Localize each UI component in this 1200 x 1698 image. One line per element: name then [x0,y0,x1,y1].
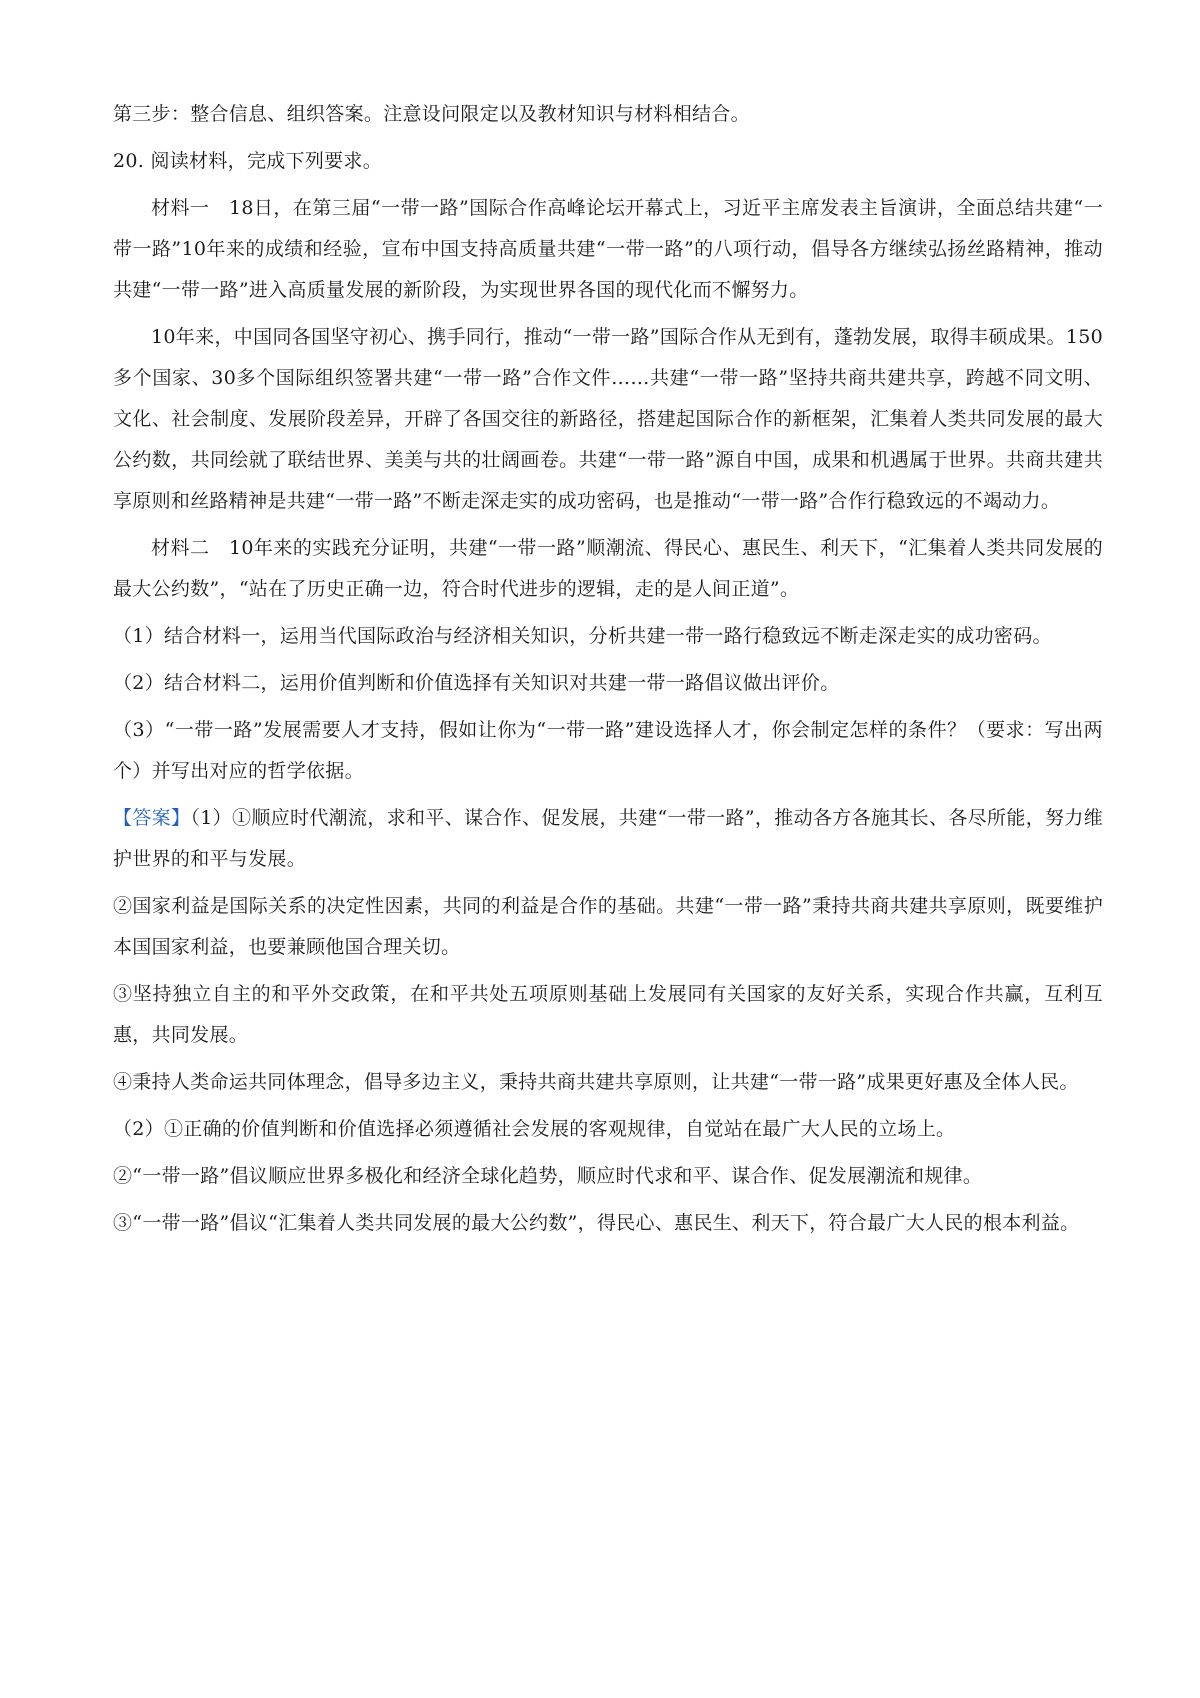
material-1-paragraph-1: 材料一 18日，在第三届“一带一路”国际合作高峰论坛开幕式上，习近平主席发表主旨演讲，全面总结共建“一带一路”10年来的成绩和经验，宣布中国支持高质量共建“一带一路”的八项行动，倡导各方继续弘扬丝路精神，推动共建“一带一路”进入高质量发展的新阶段，为实现世界各国的现代化而不懈努力。 [113,197,1103,301]
material-2-paragraph: 材料二 10年来的实践充分证明，共建“一带一路”顺潮流、得民心、惠民生、利天下，“汇集着人类共同发展的最大公约数”，“站在了历史正确一边，符合时代进步的逻辑，走的是人间正道”。 [113,537,1103,600]
document-body [113,94,1103,1250]
answer-1-point-1 [113,798,1103,880]
answer-label: 【答案】 [113,807,191,829]
question-20-title: 20. 阅读材料，完成下列要求。 [113,150,383,172]
answer-1-point-1-text: （1）①顺应时代潮流，求和平、谋合作、促发展，共建“一带一路”，推动各方各施其长、各尽所能，努力维护世界的和平与发展。 [113,807,1104,870]
answer-2-point-2: ②“一带一路”倡议顺应世界多极化和经济全球化趋势，顺应时代求和平、谋合作、促发展潮流和规律。 [113,1165,983,1187]
question-2: （2）结合材料二，运用价值判断和价值选择有关知识对共建一带一路倡议做出评价。 [113,672,840,694]
question-1: （1）结合材料一，运用当代国际政治与经济相关知识，分析共建一带一路行稳致远不断走深走实的成功密码。 [113,625,1052,647]
answer-2-point-1: （2）①正确的价值判断和价值选择必须遵循社会发展的客观规律，自觉站在最广大人民的立场上。 [113,1118,956,1140]
question-3: （3）“一带一路”发展需要人才支持，假如让你为“一带一路”建设选择人才，你会制定怎样的条件？（要求：写出两个）并写出对应的哲学依据。 [113,719,1103,782]
answer-1-point-2: ②国家利益是国际关系的决定性因素，共同的利益是合作的基础。共建“一带一路”秉持共商共建共享原则，既要维护本国国家利益，也要兼顾他国合理关切。 [113,895,1103,958]
material-1-paragraph-2: 10年来，中国同各国坚守初心、携手同行，推动“一带一路”国际合作从无到有，蓬勃发展，取得丰硕成果。150多个国家、30多个国际组织签署共建“一带一路”合作文件……共建“一带一路”坚持共商共建共享，跨越不同文明、文化、社会制度、发展阶段差异，开辟了各国交往的新路径，搭建起国际合作的新框架，汇集着人类共同发展的最大公约数，共同绘就了联结世界、美美与共的壮阔画卷。共建“一带一路”源自中国，成果和机遇属于世界。共商共建共享原则和丝路精神是共建“一带一路”不断走深走实的成功密码，也是推动“一带一路”合作行稳致远的不竭动力。 [113,326,1103,512]
answer-1-point-4: ④秉持人类命运共同体理念，倡导多边主义，秉持共商共建共享原则，让共建“一带一路”成果更好惠及全体人民。 [113,1071,1079,1093]
step3-text: 第三步：整合信息、组织答案。注意设问限定以及教材知识与材料相结合。 [113,103,750,125]
answer-2-point-3: ③“一带一路”倡议“汇集着人类共同发展的最大公约数”，得民心、惠民生、利天下，符合最广大人民的根本利益。 [113,1212,1080,1234]
answer-1-point-3: ③坚持独立自主的和平外交政策，在和平共处五项原则基础上发展同有关国家的友好关系，实现合作共赢，互利互惠，共同发展。 [113,983,1103,1046]
